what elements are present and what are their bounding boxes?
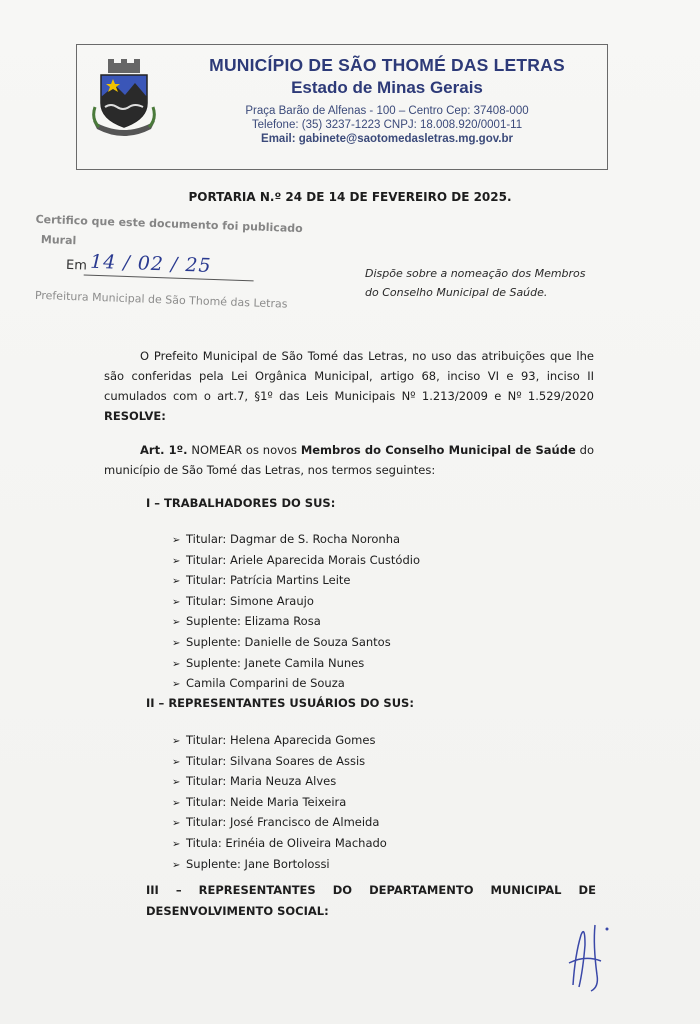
email-line: Email: gabinete@saotomedasletras.mg.gov.br (261, 133, 513, 145)
arrow-bullet-icon: ➢ (172, 679, 181, 691)
list-item: ➢ Titular: Silvana Soares de Assis (172, 752, 387, 773)
arrow-bullet-icon: ➢ (172, 838, 181, 850)
list-item: ➢ Titular: Neide Maria Teixeira (172, 793, 387, 814)
arrow-bullet-icon: ➢ (172, 617, 181, 629)
section-1-list (172, 530, 420, 695)
stamp-line-2: Mural (40, 232, 77, 248)
document-heading: PORTARIA N.º 24 DE 14 DE FEVEREIRO DE 2025. (188, 190, 512, 204)
section-3-line-1 (146, 880, 596, 901)
section-3-word: – (175, 883, 182, 897)
section-3-title (146, 880, 596, 922)
letterhead-text (177, 55, 597, 146)
list-item: ➢ Suplente: Jane Bortolossi (172, 855, 387, 876)
publication-stamp (32, 213, 335, 323)
section-3-word: MUNICIPAL (490, 883, 562, 897)
list-item: ➢ Camila Comparini de Souza (172, 674, 420, 695)
section-2-title: II – REPRESENTANTES USUÁRIOS DO SUS: (146, 696, 414, 710)
signature-mark (555, 915, 615, 995)
municipality-title: MUNICÍPIO DE SÃO THOMÉ DAS LETRAS (209, 55, 565, 75)
stamp-date: 14 / 02 / 25 (89, 250, 212, 277)
section-3-word: DEPARTAMENTO (369, 883, 474, 897)
section-3-word: REPRESENTANTES (198, 883, 316, 897)
section-3-word: DO (332, 883, 353, 897)
list-item: ➢ Titular: Simone Araujo (172, 592, 420, 613)
list-item: ➢ Titular: Helena Aparecida Gomes (172, 731, 387, 752)
phone-line: Telefone: (35) 3237-1223 CNPJ: 18.008.920/0001-11 (251, 119, 523, 131)
list-item: ➢ Suplente: Elizama Rosa (172, 612, 420, 633)
stamp-em-label: Em (65, 257, 88, 274)
coat-of-arms-icon (91, 57, 157, 139)
section-1-title: I – TRABALHADORES DO SUS: (146, 496, 336, 510)
preamble-text: O Prefeito Municipal de São Tomé das Letras, no uso das atribuições que lhe são conferidas pela Lei Orgânica Municipal, artigo 68, inciso VI e 93, inciso II cumulados com o art.7, §1º das Leis Municipais Nº 1.213/2009 e Nº 1.529/2020 (104, 349, 594, 403)
section-3-word: DE (578, 883, 596, 897)
resolve-label: RESOLVE: (104, 409, 166, 423)
article-bold: Membros do Conselho Municipal de Saúde (300, 443, 576, 457)
state-subtitle: Estado de Minas Gerais (291, 78, 483, 97)
list-item: ➢ Suplente: Janete Camila Nunes (172, 654, 420, 675)
list-item: ➢ Titular: José Francisco de Almeida (172, 813, 387, 834)
list-item: ➢ Titular: Patrícia Martins Leite (172, 571, 420, 592)
arrow-bullet-icon: ➢ (172, 818, 181, 830)
list-item: ➢ Titula: Erinéia de Oliveira Machado (172, 834, 387, 855)
paragraph-article-1 (104, 440, 594, 480)
section-3-line-2: DESENVOLVIMENTO SOCIAL: (146, 904, 329, 918)
arrow-bullet-icon: ➢ (172, 756, 181, 768)
section-3-word: III (146, 883, 159, 897)
list-item: ➢ Titular: Maria Neuza Alves (172, 772, 387, 793)
arrow-bullet-icon: ➢ (172, 596, 181, 608)
arrow-bullet-icon: ➢ (172, 658, 181, 670)
list-item: ➢ Suplente: Danielle de Souza Santos (172, 633, 420, 654)
list-item: ➢ Titular: Dagmar de S. Rocha Noronha (172, 530, 420, 551)
arrow-bullet-icon: ➢ (172, 576, 181, 588)
arrow-bullet-icon: ➢ (172, 777, 181, 789)
paragraph-preamble (104, 346, 594, 426)
address-line: Praça Barão de Alfenas - 100 – Centro Cep: 37408-000 (245, 105, 529, 117)
arrow-bullet-icon: ➢ (172, 736, 181, 747)
arrow-bullet-icon: ➢ (172, 555, 181, 567)
ementa: Dispõe sobre a nomeação dos Membros do Conselho Municipal de Saúde. (365, 267, 586, 299)
arrow-bullet-icon: ➢ (172, 637, 181, 649)
arrow-bullet-icon: ➢ (172, 797, 181, 809)
letterhead (76, 44, 608, 170)
article-label: Art. 1º. (140, 443, 188, 457)
section-2-list (172, 731, 387, 875)
arrow-bullet-icon: ➢ (172, 535, 181, 546)
stamp-date-underline (84, 275, 254, 282)
stamp-line-4: Prefeitura Municipal de São Thomé das Letras (34, 288, 288, 311)
list-item: ➢ Titular: Ariele Aparecida Morais Custódio (172, 551, 420, 572)
article-pre: NOMEAR os novos (191, 443, 297, 457)
article-post: do município de São Tomé das Letras, nos termos seguintes: (104, 443, 594, 477)
stamp-line-1: Certifico que este documento foi publicado (35, 212, 303, 236)
arrow-bullet-icon: ➢ (172, 859, 181, 871)
